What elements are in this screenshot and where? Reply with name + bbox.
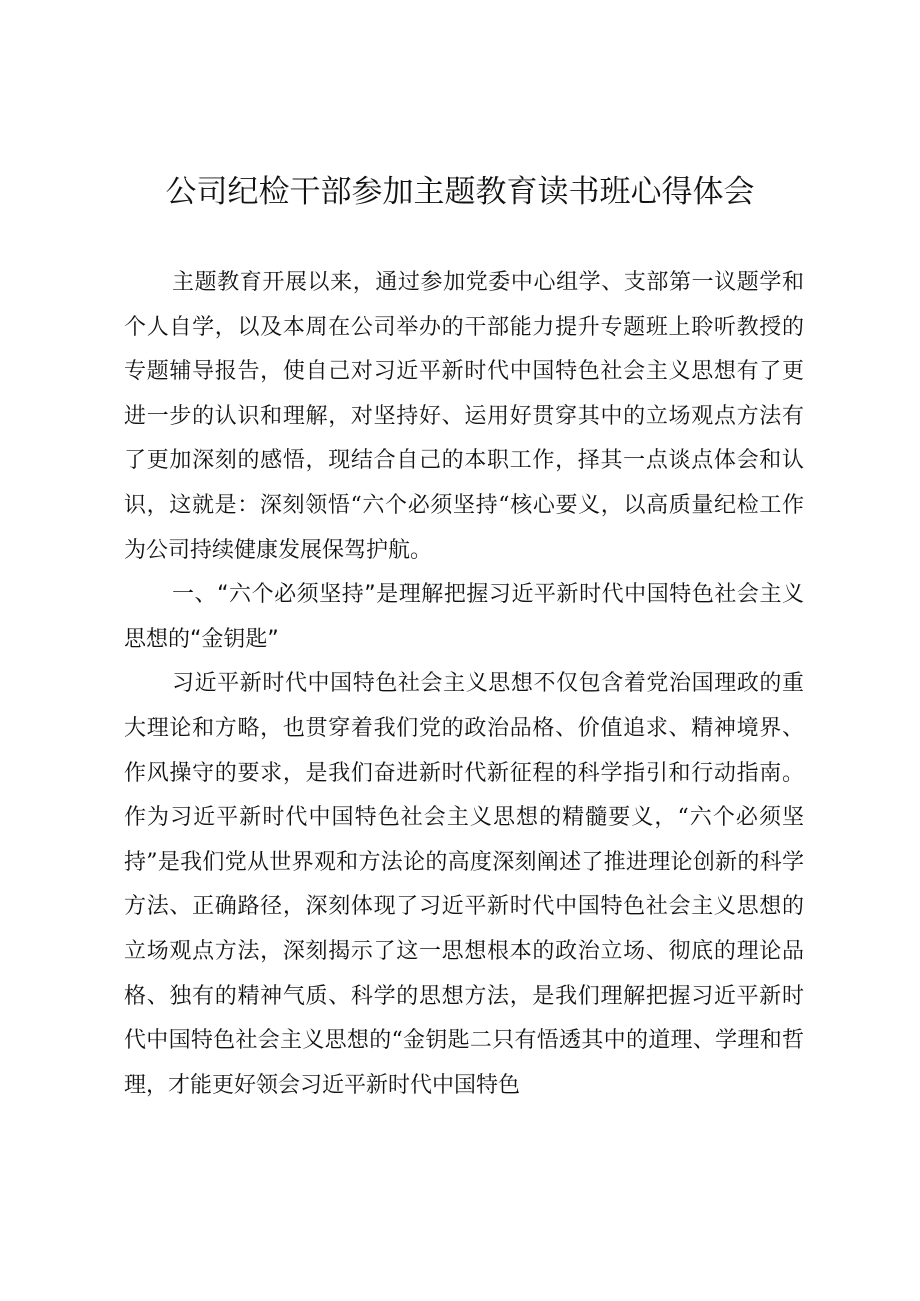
section-heading: 一、“六个必须坚持”是理解把握习近平新时代中国特色社会主义思想的“金钥匙” [124,582,804,652]
intro-paragraph: 主题教育开展以来，通过参加党委中心组学、支部第一议题学和个人自学，以及本周在公司举办的干部能力提升专题班上聆听教授的专题辅导报告，使自己对习近平新时代中国特色社会主义思想有了更进一步的认识和理解，对坚持好、运用好贯穿其中的立场观点方法有了更加深刻的感悟，现结合自己的本职工作，择其一点谈点体会和认识，这就是：深刻领悟“六个必须坚持“核心要义，以高质量纪检工作为公司持续健康发展保驾护航。 [124,270,804,563]
document-title: 公司纪检干部参加主题教育读书班心得体会 [165,174,755,210]
document-body [124,261,804,1108]
section-paragraph: 习近平新时代中国特色社会主义思想不仅包含着党治国理政的重大理论和方略，也贯穿着我们党的政治品格、价值追求、精神境界、作风操守的要求，是我们奋进新时代新征程的科学指引和行动指南。作为习近平新时代中国特色社会主义思想的精髓要义，“六个必须坚持”是我们党从世界观和方法论的高度深刻阐述了推进理论创新的科学方法、正确路径，深刻体现了习近平新时代中国特色社会主义思想的立场观点方法，深刻揭示了这一思想根本的政治立场、彻底的理论品格、独有的精神气质、科学的思想方法，是我们理解把握习近平新时代中国特色社会主义思想的“金钥匙二只有悟透其中的道理、学理和哲理，才能更好领会习近平新时代中国特色 [124,671,804,1098]
